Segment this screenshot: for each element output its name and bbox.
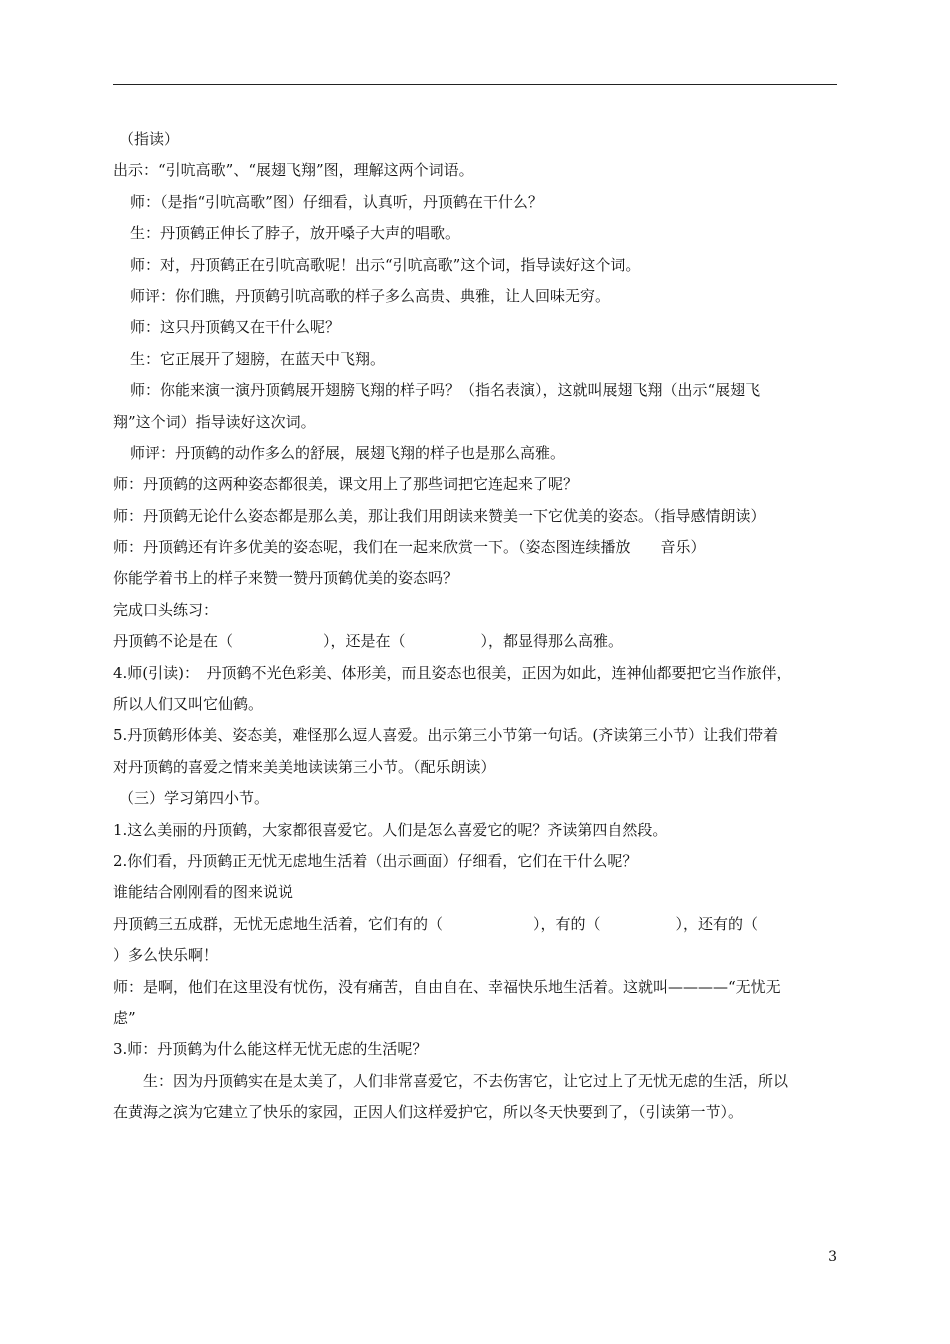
text-line: 师评：你们瞧，丹顶鹤引吭高歌的样子多么高贵、典雅，让人回味无穷。 [130, 286, 611, 305]
text-line: 1.这么美丽的丹顶鹤，大家都很喜爱它。人们是怎么喜爱它的呢？齐读第四自然段。 [113, 820, 668, 839]
text-line: 翔”这个词）指导读好这次词。 [113, 412, 316, 431]
text-line: 完成口头练习： [113, 600, 219, 619]
text-line: 师：对，丹顶鹤正在引吭高歌呢！出示“引吭高歌”这个词，指导读好这个词。 [130, 255, 641, 274]
text-line: 师：（是指“引吭高歌”图）仔细看，认真听，丹顶鹤在干什么？ [130, 192, 543, 211]
page-number: 3 [828, 1249, 837, 1265]
text-line: 3.师：丹顶鹤为什么能这样无忧无虑的生活呢？ [113, 1040, 428, 1059]
text-line: 你能学着书上的样子来赞一赞丹顶鹤优美的姿态吗？ [113, 569, 459, 588]
text-line: （指读） [119, 130, 180, 148]
text-line: 生：丹顶鹤正伸长了脖子，放开嗓子大声的唱歌。 [130, 224, 461, 243]
text-line: 师评：丹顶鹤的动作多么的舒展，展翅飞翔的样子也是那么高雅。 [130, 443, 566, 462]
text-line: 师：丹顶鹤的这两种姿态都很美，课文用上了那些词把它连起来了呢？ [113, 475, 579, 494]
document-body [113, 124, 843, 1129]
text-line: 4.师(引读)： 丹顶鹤不光色彩美、体形美，而且姿态也很美，正因为如此，连神仙都要把它当作旅伴， [113, 663, 792, 682]
text-line: 丹顶鹤三五成群，无忧无虑地生活着，它们有的（ ），有的（ ），还有的（ [113, 914, 759, 933]
text-line: 丹顶鹤不论是在（ ），还是在（ ），都显得那么高雅。 [113, 632, 624, 651]
text-line: 生：因为丹顶鹤实在是太美了，人们非常喜爱它，不去伤害它，让它过上了无忧无虑的生活，所以 [113, 1071, 789, 1090]
text-line: （三）学习第四小节。 [119, 789, 270, 808]
text-line: 2.你们看，丹顶鹤正无忧无虑地生活着（出示画面）仔细看，它们在干什么呢？ [113, 851, 638, 870]
text-line: ）多么快乐啊！ [113, 946, 219, 965]
text-line: 谁能结合刚刚看的图来说说 [113, 883, 294, 902]
text-line: 出示：“引吭高歌”、“展翅飞翔”图，理解这两个词语。 [113, 161, 474, 180]
text-line: 师：丹顶鹤无论什么姿态都是那么美，那让我们用朗读来赞美一下它优美的姿态。（指导感情朗读） [113, 506, 766, 525]
text-line: 所以人们又叫它仙鹤。 [113, 695, 264, 714]
text-line: 师：这只丹顶鹤又在干什么呢？ [130, 318, 341, 337]
text-line: 5.丹顶鹤形体美、姿态美，难怪那么逗人喜爱。出示第三小节第一句话。(齐读第三小节）让我们带着 [113, 726, 779, 745]
text-line: 生：它正展开了翅膀，在蓝天中飞翔。 [130, 349, 386, 368]
text-line: 虑” [113, 1008, 136, 1027]
text-line: 在黄海之滨为它建立了快乐的家园，正因人们这样爱护它，所以冬天快要到了，（引读第一节）。 [113, 1103, 744, 1122]
header-rule [113, 84, 837, 85]
text-line: 对丹顶鹤的喜爱之情来美美地读读第三小节。（配乐朗读） [113, 757, 496, 776]
text-line: 师：丹顶鹤还有许多优美的姿态呢，我们在一起来欣赏一下。（姿态图连续播放 音乐） [113, 538, 706, 557]
text-line: 师：你能来演一演丹顶鹤展开翅膀飞翔的样子吗？（指名表演），这就叫展翅飞翔（出示“展翅飞 [130, 381, 761, 400]
text-line: 师：是啊，他们在这里没有忧伤，没有痛苦，自由自在、幸福快乐地生活着。这就叫————“无忧无 [113, 977, 781, 996]
